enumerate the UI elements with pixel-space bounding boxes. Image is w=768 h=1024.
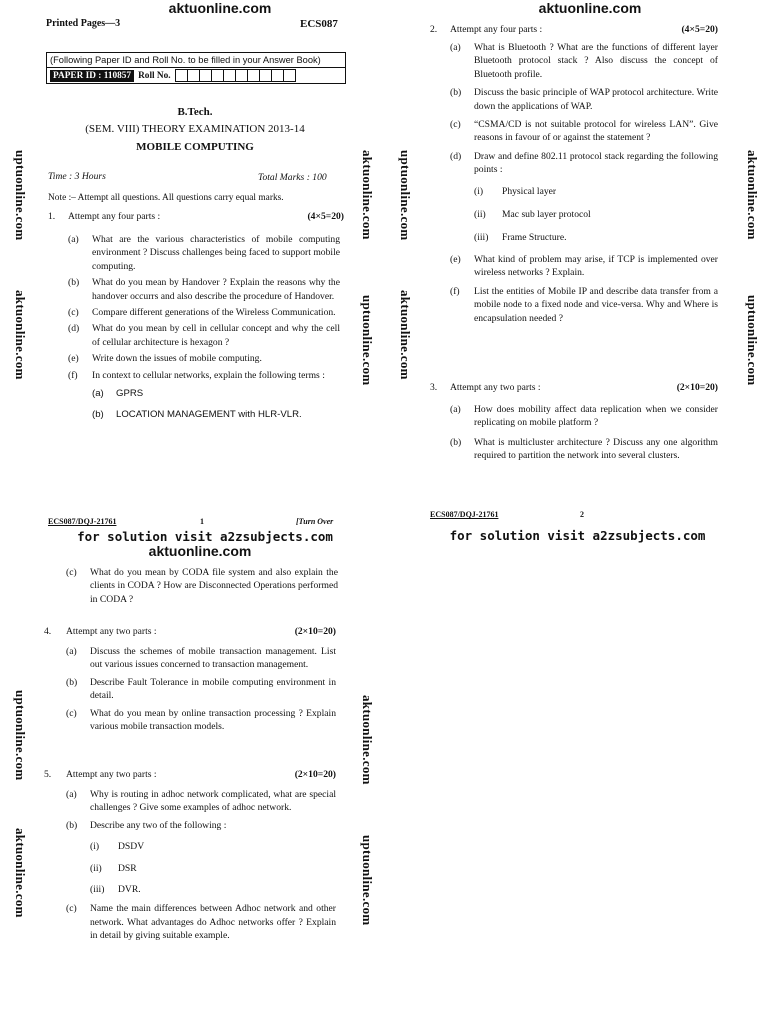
- vertical-watermark: aktuonline.com: [360, 150, 375, 240]
- exam-title: (SEM. VIII) THEORY EXAMINATION 2013-14: [85, 123, 305, 135]
- printed-pages: Printed Pages—3: [46, 18, 121, 29]
- vertical-watermark: uptuonline.com: [398, 150, 413, 241]
- total-marks: Total Marks : 100: [258, 172, 327, 183]
- q2-part-e: (e) What kind of problem may arise, if TCP is implemented over wireless networks ? Explain.: [450, 253, 718, 279]
- q2-d-iii: (iii) Frame Structure.: [474, 232, 567, 244]
- footer-code-p2: ECS087/DQJ-21761: [430, 510, 499, 519]
- q3-part-c-block: [66, 566, 338, 606]
- q5-part-a: (a) Why is routing in adhoc network complicated, what are special challenges ? Give some examples of adhoc network.: [66, 789, 336, 814]
- id-box-instruction: (Following Paper ID and Roll No. to be filled in your Answer Book): [47, 53, 345, 68]
- q2-part-b: (b) Discuss the basic principle of WAP protocol architecture. Write down the applications of WAP.: [450, 87, 718, 112]
- q1-part-f: (f) In context to cellular networks, explain the following terms :: [68, 369, 325, 381]
- q1-parts: [68, 233, 340, 422]
- vertical-watermark: uptuonline.com: [745, 295, 760, 386]
- paper-id-box: [46, 52, 346, 84]
- q5-b-i: (i) DSDV: [90, 841, 145, 853]
- q1-marks: (4×5=20): [307, 211, 344, 222]
- q1-part-a: (a) What are the various characteristics of mobile computing environment ? Discuss challenges being faced to support mobile computing.: [68, 234, 340, 272]
- q2-part-c: (c) “CSMA/CD is not suitable protocol for wireless LAN”. Give reasons in favour of or against the statement ?: [450, 119, 718, 144]
- q1-num: 1.: [48, 211, 56, 222]
- watermark-top-left: aktuonline.com: [168, 0, 272, 16]
- q1-part-c: (c) Compare different generations of the Wireless Communication.: [68, 307, 336, 319]
- q1-instruction: Attempt any four parts :: [68, 211, 161, 222]
- q4-parts: [66, 645, 336, 733]
- footer-code-p1: ECS087/DQJ-21761: [48, 517, 117, 526]
- q1-part-d: (d) What do you mean by cell in cellular concept and why the cell of cellular architecture is hexagon ?: [68, 323, 340, 348]
- degree: B.Tech.: [177, 106, 213, 118]
- q2-part-a: (a) What is Bluetooth ? What are the functions of different layer Bluetooth protocol stack ? Also discuss the concept of Bluetooth profile.: [450, 42, 718, 80]
- q5-b-iii: (iii) DVR.: [90, 884, 141, 896]
- q3-part-b: (b) What is multicluster architecture ? Discuss any one algorithm required to partition the network into several clusters.: [450, 436, 718, 462]
- vertical-watermark: aktuonline.com: [398, 290, 413, 380]
- watermark-top-right: aktuonline.com: [538, 0, 642, 16]
- q2-d-i: (i) Physical layer: [474, 185, 557, 197]
- watermark-mid: aktuonline.com: [148, 543, 252, 559]
- vertical-watermark: uptuonline.com: [13, 150, 28, 241]
- q1-f-sub-a: (a) GPRS: [92, 388, 144, 400]
- q2-part-f: (f) List the entities of Mobile IP and describe data transfer from a mobile node to a fixed node and vice-versa. Why and Where is encapsulation needed ?: [450, 285, 718, 324]
- q3-part-c: (c) What do you mean by CODA file system and also explain the clients in CODA ? How are Disconnected Operations performed in CODA ?: [66, 567, 338, 605]
- question-5: 5. Attempt any two parts : (2×10=20): [44, 769, 336, 780]
- question-3: 3. Attempt any two parts : (2×10=20): [430, 382, 718, 393]
- q2-part-d: (d) Draw and define 802.11 protocol stack regarding the following points :: [450, 150, 718, 176]
- vertical-watermark: uptuonline.com: [360, 295, 375, 386]
- watermark-footer-left: for solution visit a2zsubjects.com: [77, 529, 333, 544]
- q5-b-ii: (ii) DSR: [90, 862, 137, 874]
- id-box-row: [47, 68, 345, 83]
- q1-part-b: (b) What do you mean by Handover ? Explain the reasons why the handover occurrs and also describe the procedure of Handover.: [68, 277, 340, 302]
- question-1: [48, 210, 344, 223]
- q2-parts: [450, 41, 718, 325]
- footer-turn-over: [Turn Over: [296, 517, 334, 526]
- paper-id: PAPER ID : 110857: [50, 70, 134, 82]
- subject-title: MOBILE COMPUTING: [136, 141, 254, 153]
- q4-part-c: (c) What do you mean by online transaction processing ? Explain various mobile transaction models.: [66, 707, 336, 733]
- vertical-watermark: aktuonline.com: [745, 150, 760, 240]
- footer-page-1: 1: [200, 517, 204, 526]
- q2-d-ii: (ii) Mac sub layer protocol: [474, 209, 591, 221]
- note: Note :– Attempt all questions. All questions carry equal marks.: [48, 193, 284, 203]
- watermark-footer-right: for solution visit a2zsubjects.com: [449, 528, 706, 543]
- vertical-watermark: aktuonline.com: [13, 828, 28, 918]
- q3-part-a: (a) How does mobility affect data replication when we consider replicating on mobile platform ?: [450, 404, 718, 429]
- q1-part-e: (e) Write down the issues of mobile computing.: [68, 353, 262, 365]
- q3-parts: [450, 403, 718, 463]
- roll-no-label: Roll No.: [138, 70, 171, 81]
- vertical-watermark: aktuonline.com: [360, 695, 375, 785]
- vertical-watermark: uptuonline.com: [13, 690, 28, 781]
- time: Time : 3 Hours: [48, 171, 106, 182]
- vertical-watermark: aktuonline.com: [13, 290, 28, 380]
- q5-part-b: (b) Describe any two of the following :: [66, 819, 227, 831]
- roll-no-cells: [175, 69, 296, 82]
- paper-code: ECS087: [300, 18, 338, 30]
- footer-page-2: 2: [580, 510, 584, 519]
- q5-parts: [66, 788, 336, 943]
- vertical-watermark: uptuonline.com: [360, 835, 375, 926]
- q1-f-sub-b: (b) LOCATION MANAGEMENT with HLR-VLR.: [92, 409, 302, 421]
- q4-part-a: (a) Discuss the schemes of mobile transaction management. List out various issues concerned to transaction management.: [66, 646, 336, 671]
- q5-part-c: (c) Name the main differences between Adhoc network and other network. What advantages do Adhoc networks offer ? Explain in detail by giving suitable example.: [66, 903, 336, 942]
- q4-part-b: (b) Describe Fault Tolerance in mobile computing environment in detail.: [66, 676, 336, 702]
- question-2: 2. Attempt any four parts : (4×5=20): [430, 24, 718, 35]
- question-4: 4. Attempt any two parts : (2×10=20): [44, 626, 336, 637]
